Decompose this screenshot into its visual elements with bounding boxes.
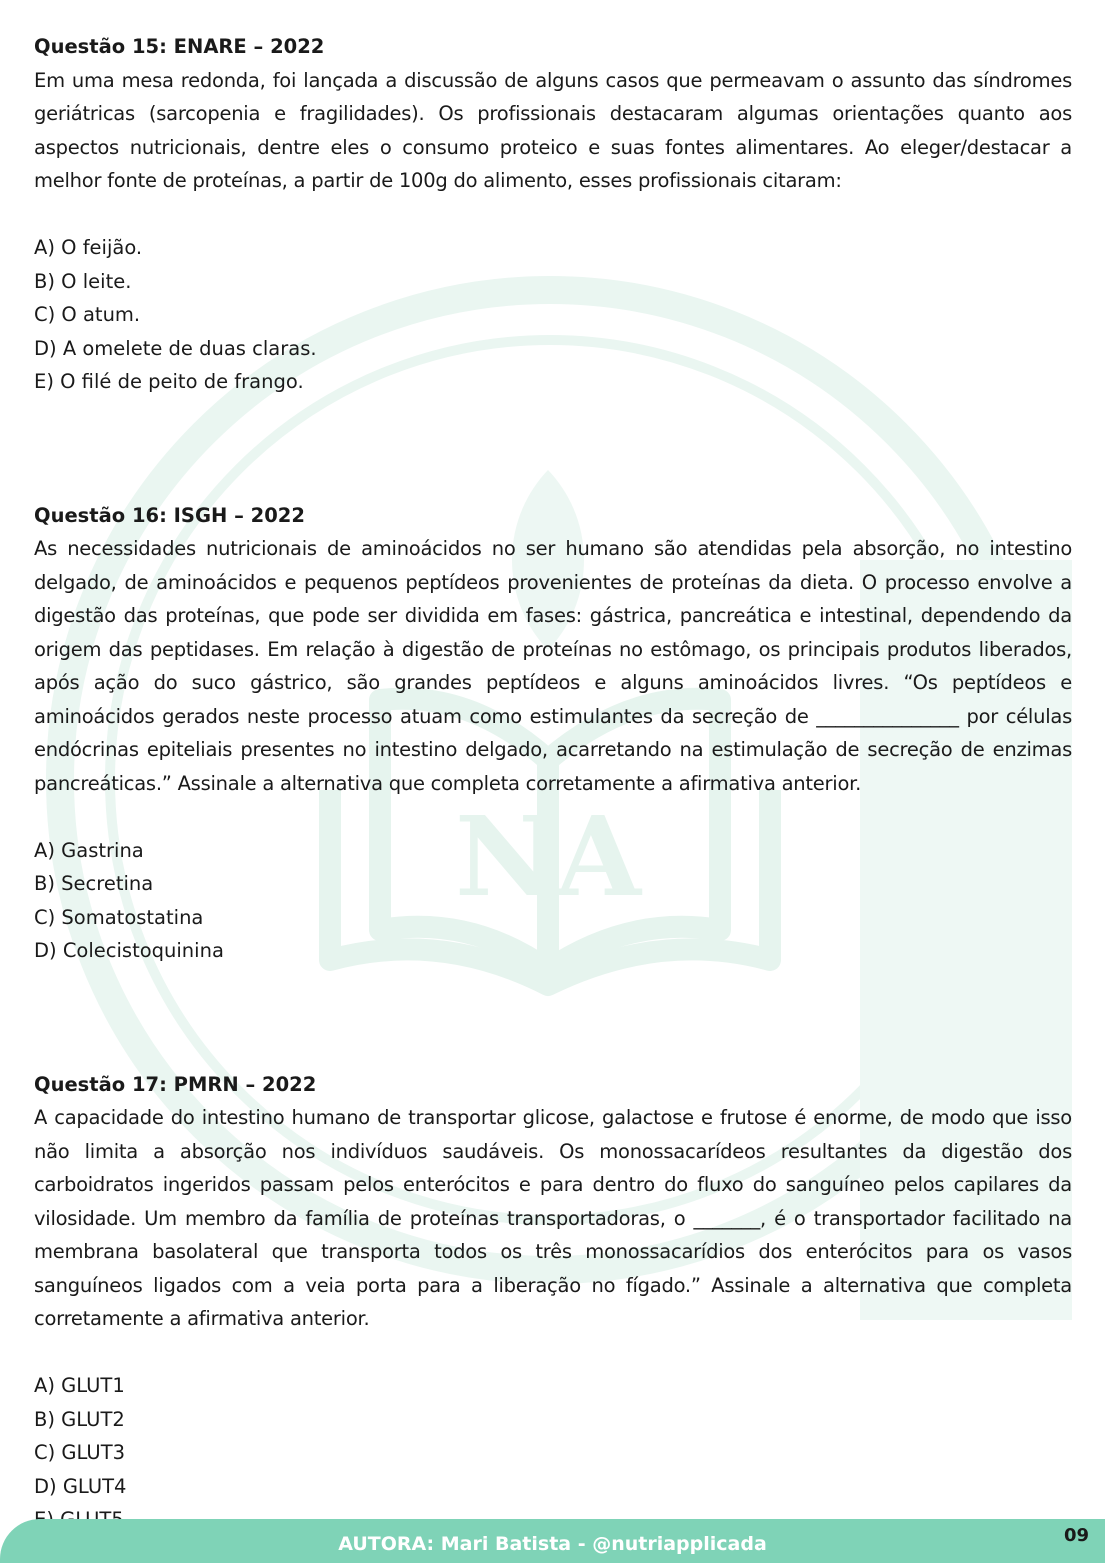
answer-options: [34, 231, 1072, 399]
option-b: B) GLUT2: [34, 1407, 125, 1431]
option-a: A) O feijão.: [34, 236, 143, 259]
question-16: [34, 499, 1072, 968]
spacer: [34, 968, 1072, 1068]
option-c: C) O atum.: [34, 303, 141, 326]
option-d: D) GLUT4: [34, 1474, 127, 1498]
option-c: C) Somatostatina: [34, 905, 204, 929]
question-text: Em uma mesa redonda, foi lançada a discussão de alguns casos que permeavam o assunto das síndromes geriátricas (sarcopenia e fragilidades). Os profissionais destacaram algumas orientações quanto aos aspectos nutricionais, dentre eles o consumo proteico e suas fontes alimentares. Ao eleger/destacar a melhor fonte de proteínas, a partir de 100g do alimento, esses profissionais citaram:: [34, 68, 1072, 192]
option-c: C) GLUT3: [34, 1441, 126, 1464]
question-15: [34, 30, 1072, 399]
question-title: Questão 15: ENARE – 2022: [34, 35, 325, 58]
question-17: [34, 1068, 1072, 1537]
question-title: Questão 16: ISGH – 2022: [34, 503, 305, 527]
question-list: [34, 30, 1072, 1537]
question-text: A capacidade do intestino humano de transportar glicose, galactose e frutose é enorme, de modo que isso não limita a absorção nos indivíduos saudáveis. Os monossacarídeos resultantes da digestão dos carboidratos ingeridos passam pelos enterócitos e para dentro do fluxo do sanguíneo pelos capilares da vilosidade. Um membro da família de proteínas transportadoras, o _______, é o transportador facilitado na membrana basolateral que transporta todos os três monossacarídios dos enterócitos para os vasos sanguíneos ligados com a veia porta para a liberação no fígado.” Assinale a alternativa que completa corretamente a afirmativa anterior.: [34, 1106, 1072, 1330]
answer-options: [34, 834, 1072, 968]
option-d: D) A omelete de duas claras.: [34, 336, 317, 360]
option-b: B) O leite.: [34, 269, 132, 293]
question-text: As necessidades nutricionais de aminoácidos no ser humano são atendidas pela absorção, no intestino delgado, de aminoácidos e pequenos peptídeos provenientes de proteínas da dieta. O processo envolve a digestão das proteínas, que pode ser dividida em fases: gástrica, pancreática e intestinal, dependendo da origem das peptidases. Em relação à digestão de proteínas no estômago, os principais produtos liberados, após ação do suco gástrico, são grandes peptídeos e alguns aminoácidos livres. “Os peptídeos e aminoácidos gerados neste processo atuam como estimulantes da secreção de _______________ por células endócrinas epiteliais presentes no intestino delgado, acarretando na estimulação de secreção de enzimas pancreáticas.” Assinale a alternativa que completa corretamente a afirmativa anterior.: [34, 537, 1072, 795]
option-d: D) Colecistoquinina: [34, 939, 224, 962]
option-e: E) O filé de peito de frango.: [34, 370, 304, 393]
option-a: A) Gastrina: [34, 838, 144, 862]
watermark-initials: NA: [455, 792, 641, 921]
footer-bar: [0, 1519, 1105, 1563]
page-number: 09: [1063, 1525, 1089, 1546]
question-title: Questão 17: PMRN – 2022: [34, 1072, 317, 1096]
author-credit: AUTORA: Mari Batista - @nutriapplicada: [338, 1533, 767, 1555]
spacer: [34, 399, 1072, 499]
option-a: A) GLUT1: [34, 1374, 125, 1397]
option-b: B) Secretina: [34, 872, 154, 895]
answer-options: [34, 1369, 1072, 1537]
